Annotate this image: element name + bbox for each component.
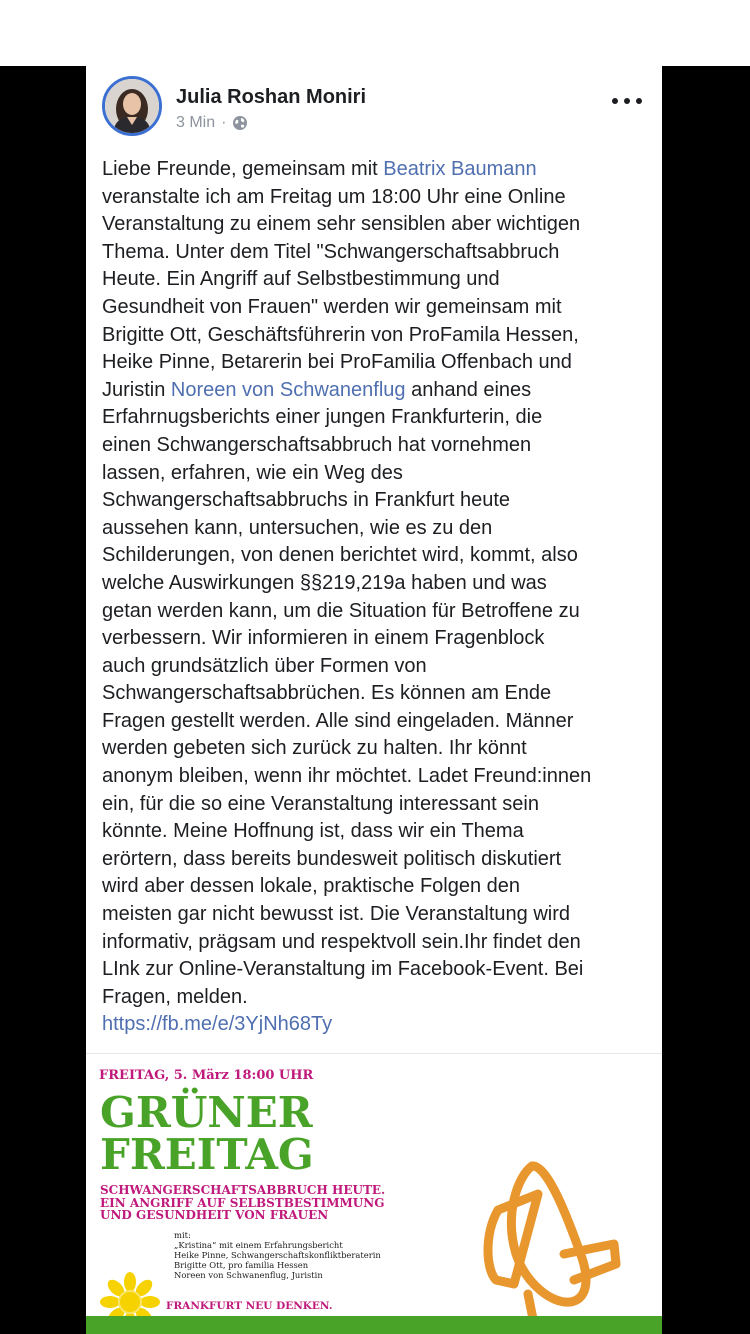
text-segment: erörtern, dass bereits bundesweit politisch diskutiert xyxy=(102,847,562,870)
avatar-portrait-icon xyxy=(105,79,159,133)
text-segment: Schilderungen, von denen berichtet wird, kommt, also xyxy=(102,544,578,567)
text-segment: Erfahrnugsberichts einer jungen Frankfurterin, die xyxy=(102,406,543,429)
post-text-line xyxy=(102,598,650,626)
post-text-line xyxy=(102,266,650,294)
post-text-line xyxy=(102,818,650,846)
author-name[interactable]: Julia Roshan Moniri xyxy=(176,86,367,108)
post-text-line xyxy=(102,929,650,957)
flyer-slogan: FRANKFURT NEU DENKEN. xyxy=(166,1300,333,1312)
dot-icon xyxy=(624,98,630,104)
flyer-guest: Heike Pinne, Schwangerschaftskonfliktberaterin xyxy=(174,1250,381,1260)
megaphone-icon xyxy=(474,1154,624,1329)
post-text-line xyxy=(102,294,650,322)
post-text-line xyxy=(102,349,650,377)
flyer-title-line1: GRÜNER xyxy=(100,1088,313,1137)
text-segment: Brigitte Ott, Geschäftsführerin von ProFamila Hessen, xyxy=(102,323,579,346)
post-text-line xyxy=(102,763,650,791)
post-text-line xyxy=(102,239,650,267)
flyer-subtitle-line1: SCHWANGERSCHAFTSABBRUCH HEUTE. xyxy=(100,1183,386,1197)
author-avatar[interactable] xyxy=(102,76,162,136)
flyer-subtitle-line2: EIN ANGRIFF AUF SELBSTBESTIMMUNG xyxy=(100,1195,385,1210)
text-segment: wird aber dessen lokale, praktische Folgen den xyxy=(102,875,521,898)
flyer-date: FREITAG, 5. März 18:00 UHR xyxy=(99,1068,314,1083)
text-segment: Fragen gestellt werden. Alle sind eingeladen. Männer xyxy=(102,709,574,732)
mention-link[interactable]: Beatrix Baumann xyxy=(383,158,537,180)
post-text-line xyxy=(102,680,650,708)
post-text-line xyxy=(102,735,650,763)
post-text-line xyxy=(102,211,650,239)
post-text-line xyxy=(102,625,650,653)
text-segment: Fragen, melden. xyxy=(102,985,248,1008)
post-text-line xyxy=(102,873,650,901)
flyer-subtitle xyxy=(100,1184,385,1222)
post-text-line xyxy=(102,156,650,184)
flyer-with-label: mit: xyxy=(174,1230,191,1240)
post-body-text xyxy=(102,156,650,1039)
text-segment: Schwangerschaftsabbruchs in Frankfurt heute xyxy=(102,489,510,512)
meta-separator: · xyxy=(221,114,227,131)
text-segment: werden gebeten sich zurück zu halten. Ihr könnt xyxy=(102,737,527,760)
globe-icon xyxy=(232,115,248,131)
post-text-line xyxy=(102,708,650,736)
text-segment: meisten gar nicht bewusst ist. Die Veranstaltung wird xyxy=(102,903,570,926)
dot-icon xyxy=(612,98,618,104)
flyer-guest: Noreen von Schwanenflug, Juristin xyxy=(174,1270,323,1280)
text-segment: welche Auswirkungen §§219,219a haben und was xyxy=(102,571,547,594)
flyer-guest: „Kristina“ mit einem Erfahrungsbericht xyxy=(174,1240,343,1250)
post-text-line xyxy=(102,184,650,212)
more-options-button[interactable] xyxy=(612,90,642,112)
mention-link[interactable]: Noreen von Schwanenflug xyxy=(170,378,406,401)
text-segment: Heute. Ein Angriff auf Selbstbestimmung und xyxy=(102,268,500,291)
post-text-line xyxy=(102,487,650,515)
post-text-line xyxy=(102,846,650,874)
text-segment: Schwangerschaftsabbrüchen. Es können am Ende xyxy=(102,682,552,705)
post-text-line xyxy=(102,377,650,405)
post-text-line xyxy=(102,404,650,432)
post-text-line xyxy=(102,432,650,460)
text-segment: ein, für die so eine Veranstaltung interessant sein xyxy=(102,792,539,815)
flyer-title xyxy=(100,1088,314,1179)
post-time[interactable]: 3 Min xyxy=(176,114,216,131)
post-meta xyxy=(176,114,248,132)
text-segment: Veranstaltung zu einem sehr sensiblen aber wichtigen xyxy=(102,213,581,236)
post-text-line xyxy=(102,570,650,598)
post-text-line xyxy=(102,956,650,984)
text-segment: Thema. Unter dem Titel "Schwangerschaftsabbruch xyxy=(102,240,560,263)
text-segment: aussehen kann, untersuchen, wie es zu den xyxy=(102,516,493,539)
flyer-subtitle-line3: UND GESUNDHEIT VON FRAUEN xyxy=(100,1208,329,1222)
flyer-guest: Brigitte Ott, pro familia Hessen xyxy=(174,1260,309,1270)
text-segment: Heike Pinne, Betarerin bei ProFamilia Offenbach und xyxy=(102,351,572,374)
event-url-link[interactable]: https://fb.me/e/3YjNh68Ty xyxy=(102,1013,333,1036)
text-segment: Gesundheit von Frauen" werden wir gemeinsam mit xyxy=(102,295,562,318)
flyer-green-bar xyxy=(86,1316,662,1334)
text-segment: getan werden kann, um die Situation für Betroffene zu xyxy=(102,599,580,622)
dot-icon xyxy=(636,98,642,104)
post-text-line xyxy=(102,515,650,543)
post-text-line xyxy=(102,322,650,350)
text-segment: auch grundsätzlich über Formen von xyxy=(102,654,427,677)
text-segment: anhand eines xyxy=(405,378,532,401)
post-text-line xyxy=(102,791,650,819)
text-segment: Liebe Freunde, gemeinsam mit xyxy=(102,158,384,180)
flyer-guest-list xyxy=(174,1230,381,1280)
facebook-post-card xyxy=(86,66,662,1334)
flyer-title-line2: FREITAG xyxy=(100,1130,314,1179)
status-bar-area xyxy=(0,0,750,66)
text-segment: Juristin xyxy=(102,378,171,401)
event-flyer-image[interactable] xyxy=(86,1054,662,1334)
post-text-line xyxy=(102,1011,650,1039)
text-segment: anonym bleiben, wenn ihr möchtet. Ladet Freund:innen xyxy=(102,765,592,788)
text-segment: veranstalte ich am Freitag um 18:00 Uhr eine Online xyxy=(102,185,566,208)
post-text-line xyxy=(102,460,650,488)
post-text-line xyxy=(102,653,650,681)
post-header xyxy=(86,66,662,146)
text-segment: lassen, erfahren, wie ein Weg des xyxy=(102,461,403,484)
text-segment: LInk zur Online-Veranstaltung im Facebook-Event. Bei xyxy=(102,958,584,981)
post-text-line xyxy=(102,901,650,929)
post-text-line xyxy=(102,542,650,570)
text-segment: verbessern. Wir informieren in einem Fragenblock xyxy=(102,627,545,650)
text-segment: könnte. Meine Hoffnung ist, dass wir ein Thema xyxy=(102,820,524,843)
post-text-line xyxy=(102,984,650,1012)
text-segment: einen Schwangerschaftsabbruch hat vornehmen xyxy=(102,433,532,456)
text-segment: informativ, prägsam und respektvoll sein.Ihr findet den xyxy=(102,930,581,953)
